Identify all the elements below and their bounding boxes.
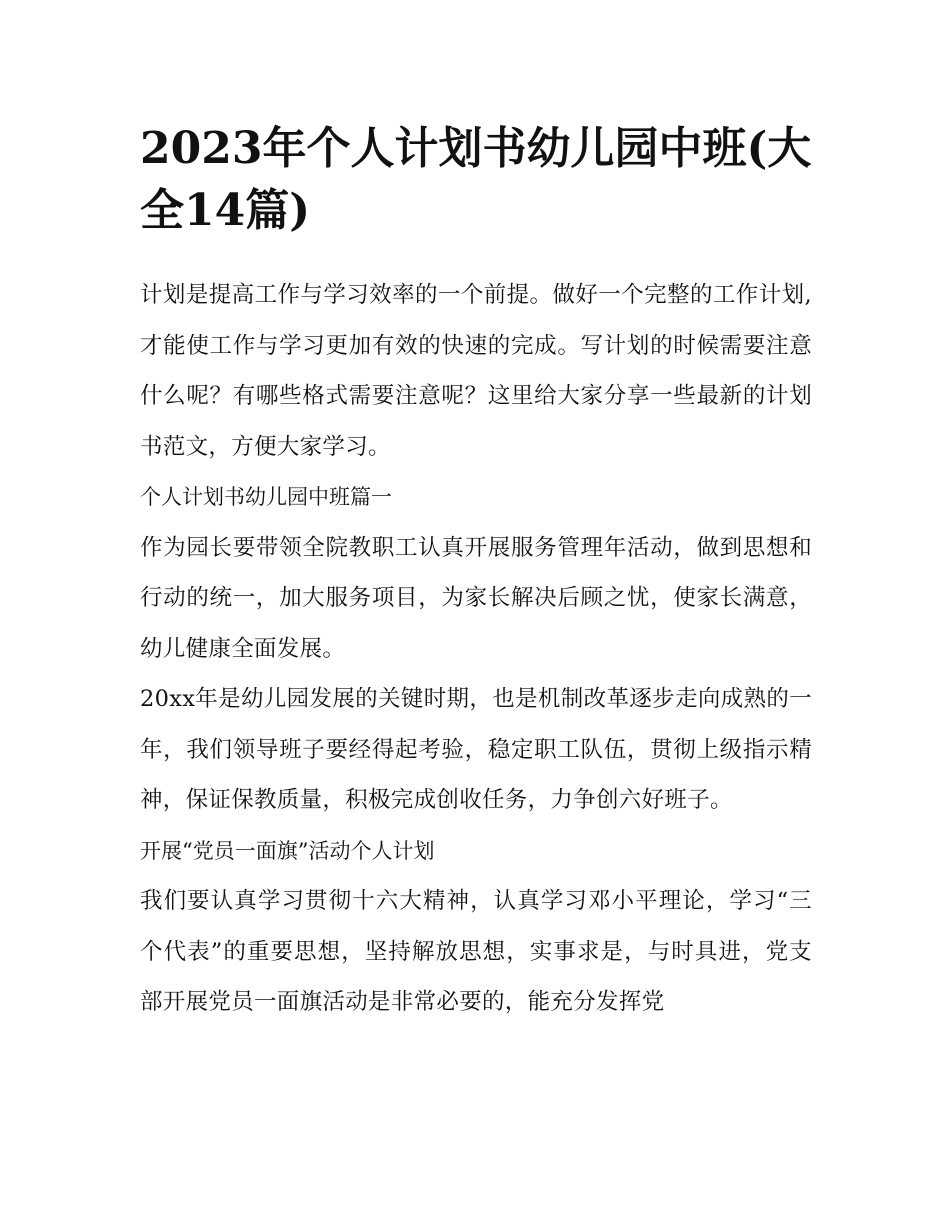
section-heading-2: 开展“党员一面旗”活动个人计划 [140, 838, 435, 863]
section-heading-1: 个人计划书幼儿园中班篇一 [140, 485, 392, 509]
body-paragraph: 20xx年是幼儿园发展的关键时期，也是机制改革逐步走向成熟的一年，我们领导班子要经得起考验，稳定职工队伍，贯彻上级指示精神，保证保教质量，积极完成创收任务，力争创六好班子。 [140, 686, 812, 813]
document-title: 2023年个人计划书幼儿园中班(大全14篇) [140, 123, 812, 236]
body-paragraph: 我们要认真学习贯彻十六大精神，认真学习邓小平理论，学习“三个代表”的重要思想，坚持解放思想，实事求是，与时具进，党支部开展党员一面旗活动是非常必要的，能充分发挥党 [140, 888, 812, 1015]
document-content [140, 118, 812, 1028]
intro-paragraph: 计划是提高工作与学习效率的一个前提。做好一个完整的工作计划,才能使工作与学习更加有效的快速的完成。写计划的时候需要注意什么呢？有哪些格式需要注意呢？这里给大家分享一些最新的计划书范文，方便大家学习。 [140, 282, 812, 460]
document-body [140, 270, 812, 1028]
body-paragraph: 作为园长要带领全院教职工认真开展服务管理年活动，做到思想和行动的统一，加大服务项目，为家长解决后顾之忧，使家长满意，幼儿健康全面发展。 [140, 534, 812, 662]
